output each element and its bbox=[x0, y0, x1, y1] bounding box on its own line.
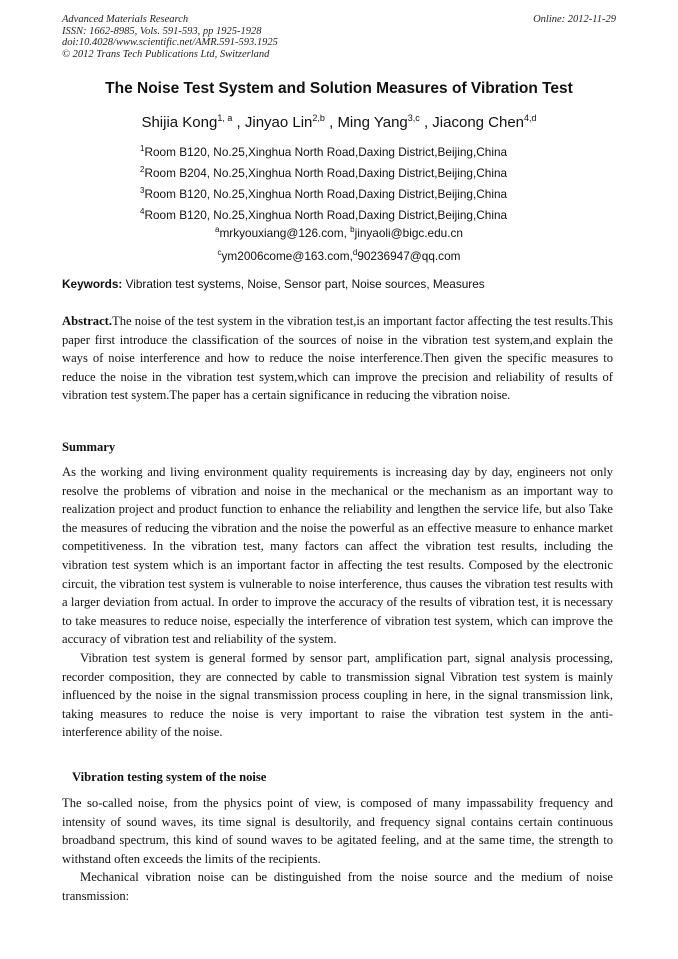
online-date: Online: 2012-11-29 bbox=[533, 14, 616, 25]
author-sup: 3,c bbox=[407, 113, 420, 123]
issn-line: ISSN: 1662-8985, Vols. 591-593, pp 1925-1928 bbox=[62, 25, 262, 37]
email-list: $^a$mrkyouxiang@126.com, $^b$jinyaoli@bigc.edu.cn $^c$ym2006come@163.com,$^d$90236947@qq.com bbox=[215, 225, 463, 263]
summary-body bbox=[62, 463, 613, 742]
author-name: Jinyao Lin bbox=[244, 114, 313, 131]
paragraph: The so-called noise, from the physics point of view, is composed of many impassability frequency and intensity of sound waves, its time signal is desultorily, and frequency signal contains certain continuous broadband spectrum, this kind of sound waves to be agitated feeling, and at the same time, the strength to withstand often exceeds the limits of the recipients. bbox=[62, 796, 613, 866]
journal-name: Advanced Materials Research bbox=[62, 14, 189, 25]
author-name: Ming Yang bbox=[337, 114, 408, 131]
paragraph: Vibration test system is general formed by sensor part, amplification part, signal analysis processing, recorder composition, they are connected by cable to transmission signal Vibration test system is mainly influenced by the noise in the signal transmission process coupling in here, in the signal transmission link, taking measures to reduce the noise is very important to raise the vibration test system in the anti-interference ability of the noise. bbox=[62, 650, 613, 740]
section-heading: Vibration testing system of the noise bbox=[72, 770, 267, 784]
abstract bbox=[62, 312, 613, 405]
email-link[interactable]: mrkyouxiang@126.com bbox=[219, 225, 344, 240]
email-link[interactable]: 90236947@qq.com bbox=[357, 248, 461, 263]
author-name: Jiacong Chen bbox=[432, 114, 525, 131]
affiliation: $^1$Room B120, No.25,Xinghua North Road,Daxing District,Beijing,China bbox=[140, 144, 508, 159]
author-name: Shijia Kong bbox=[141, 114, 218, 131]
email-link[interactable]: ym2006come@163.com bbox=[221, 248, 350, 263]
copyright-line: © 2012 Trans Tech Publications Ltd, Switzerland bbox=[62, 48, 270, 60]
author-list: Shijia Kong$^{1, a}$ , Jinyao Lin$^{2,b}$ , Ming Yang$^{3,c}$ , Jiacong Chen$^{4,d}$ bbox=[141, 113, 537, 131]
affiliation: $^3$Room B120, No.25,Xinghua North Road,Daxing District,Beijing,China bbox=[140, 185, 508, 201]
abstract-text: The noise of the test system in the vibration test,is an important factor affecting the test results.This paper first introduce the classification of the sources of noise in the vibration test system,and explain the ways of noise interference and how to reduce the noise interference.Then given the specific measures to reduce the noise in the vibration test system,which can improve the precision and reliability of results of vibration test system.The paper has a certain significance in reducing the vibration noise. bbox=[62, 314, 613, 403]
keywords-label: Keywords: bbox=[62, 277, 123, 291]
email-link[interactable]: jinyaoli@bigc.edu.cn bbox=[354, 225, 463, 240]
author-sup: 4,d bbox=[524, 113, 537, 123]
keywords-text: Vibration test systems, Noise, Sensor part, Noise sources, Measures bbox=[125, 277, 485, 291]
author-sup: 1, a bbox=[217, 113, 233, 123]
paragraph: As the working and living environment quality requirements is increasing day by day, engineers not only resolve the problems of vibration and noise in the mechanical or the mechanism as an important way to realization project and product function to enhance the reliability and lengthen the service life, but also Take the measures of reducing the vibration and the noise the powerful as an effective measure to enhance market competitiveness. In the vibration test, many factors can affect the vibration test results, including the vibration test system which is an important factor in affecting the test results. Composed by the electronic circuit, the vibration test system is vulnerable to noise interference, thus causes the vibration test results with a larger deviation from actual. In order to improve the accuracy of the results of vibration test, it is necessary to take measures to reduce noise, especially the interference of vibration test system, which can improve the accuracy of vibration test and reliability of the system. bbox=[62, 465, 613, 647]
affiliation: $^2$Room B204, No.25,Xinghua North Road,Daxing District,Beijing,China bbox=[140, 164, 508, 180]
doi-line: doi:10.4028/www.scientific.net/AMR.591-593.1925 bbox=[62, 37, 278, 48]
affiliation-list bbox=[140, 140, 580, 224]
keywords bbox=[62, 277, 622, 291]
journal-metadata bbox=[62, 14, 616, 60]
summary-heading: Summary bbox=[62, 440, 116, 454]
author-sup: 2,b bbox=[312, 113, 325, 123]
affiliation: $^4$Room B120, No.25,Xinghua North Road,Daxing District,Beijing,China bbox=[140, 206, 508, 222]
abstract-label: Abstract. bbox=[62, 314, 113, 328]
paper-title: The Noise Test System and Solution Measures of Vibration Test bbox=[105, 80, 573, 97]
paragraph: Mechanical vibration noise can be distinguished from the noise source and the medium of noise transmission: bbox=[62, 870, 613, 903]
section-body bbox=[62, 794, 613, 906]
